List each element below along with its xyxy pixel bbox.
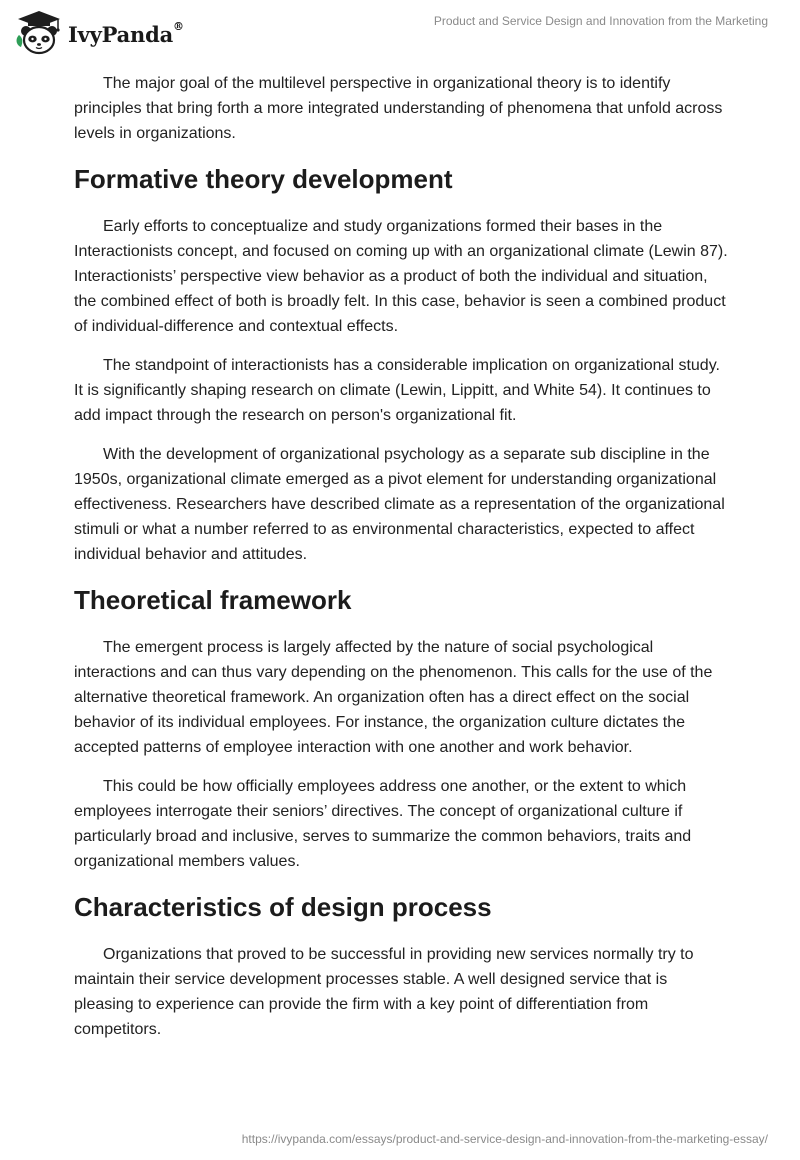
document-title: Product and Service Design and Innovation from the Marketing	[433, 14, 768, 28]
paragraph: The standpoint of interactionists has a considerable implication on organizational study. It is significantly shaping research on climate (Lewin, Lippitt, and White 54). It continues to add impact through the research on person's organizational fit.	[74, 357, 720, 424]
paragraph: Organizations that proved to be successful in providing new services normally try to maintain their service development processes stable. A well designed service that is pleasing to experience can provide the firm with a key point of differentiation from competitors.	[74, 946, 694, 1038]
panda-graduate-icon	[14, 9, 64, 57]
ivypanda-logo[interactable]	[14, 9, 184, 57]
paragraph: With the development of organizational psychology as a separate sub discipline in the 1950s, organizational climate emerged as a pivot element for understanding organizational effectiveness. Researchers have described climate as a representation of the organizational stimuli or what a number referred to as environmental characteristics, expected to affect individual behavior and attitudes.	[74, 446, 725, 563]
section-heading-theoretical-framework: Theoretical framework	[74, 585, 352, 615]
paragraph: The emergent process is largely affected by the nature of social psychological interactions and can thus vary depending on the phenomenon. This calls for the use of the alternative theoretical framework. An organization often has a direct effect on the social behavior of its individual employees. For instance, the organization culture dictates the accepted patterns of employee interaction with one another and work behavior.	[74, 639, 713, 756]
page-header	[0, 0, 800, 64]
brand-name	[68, 19, 184, 47]
brand-name-text: IvyPanda	[68, 21, 174, 47]
article-body	[74, 71, 730, 1056]
registered-mark: ®	[173, 19, 184, 33]
paragraph: This could be how officially employees address one another, or the extent to which employees interrogate their seniors’ directives. The concept of organizational culture if particularly broad and inclusive, serves to summarize the common behaviors, traits and organizational members values.	[74, 778, 692, 870]
intro-paragraph: The major goal of the multilevel perspective in organizational theory is to identify principles that bring forth a more integrated understanding of phenomena that unfold across levels in organizations.	[74, 75, 723, 142]
paragraph: Early efforts to conceptualize and study organizations formed their bases in the Interactionists concept, and focused on coming up with an organizational climate (Lewin 87). Interactionists’ perspective view behavior as a product of both the individual and situation, the combined effect of both is broadly felt. In this case, behavior is seen a combined product of individual-difference and contextual effects.	[74, 218, 728, 335]
source-url-link[interactable]: https://ivypanda.com/essays/product-and-service-design-and-innovation-from-the-marketing-essay/	[241, 1132, 768, 1146]
section-heading-design-process: Characteristics of design process	[74, 892, 492, 922]
section-heading-formative-theory: Formative theory development	[74, 164, 453, 194]
